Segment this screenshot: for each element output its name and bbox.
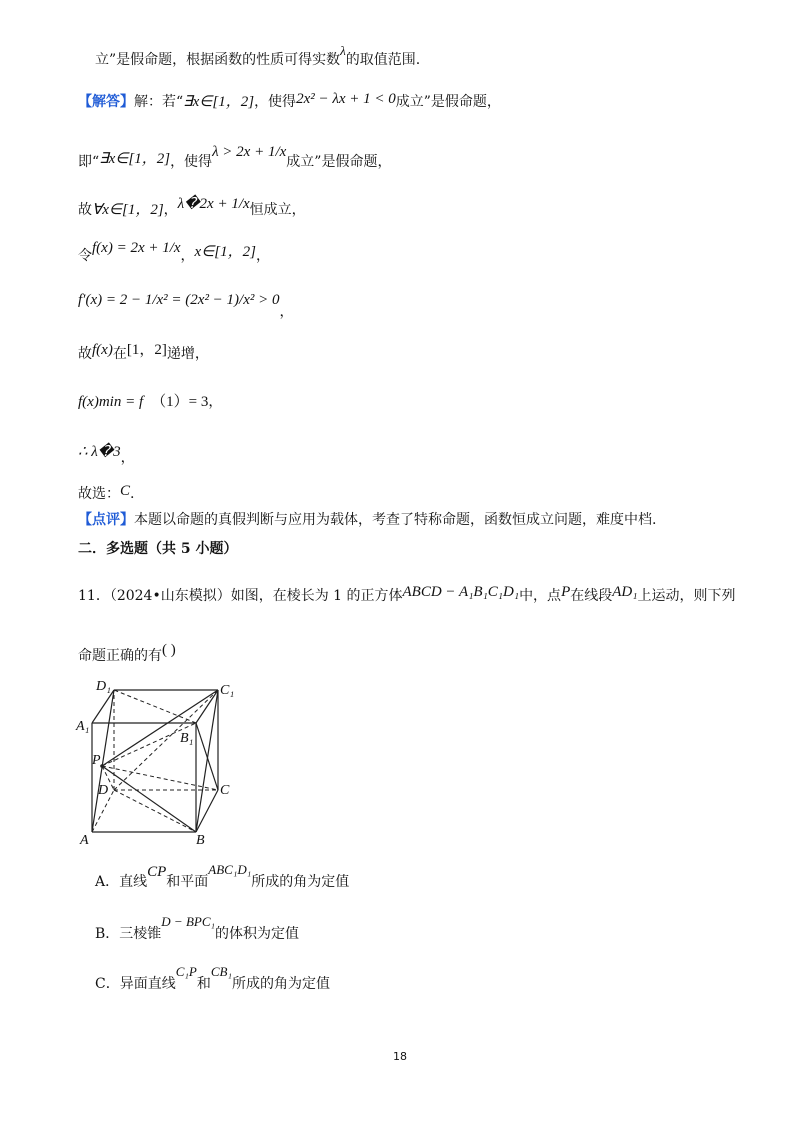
question-11-line-2 — [78, 642, 176, 666]
edge-c-b1 — [196, 723, 218, 790]
text: 恒成立， — [249, 202, 306, 218]
text: . — [130, 486, 135, 502]
text: ，使得 — [254, 94, 297, 110]
label-c: C — [220, 783, 230, 798]
answer-tag: 【解答】 — [78, 94, 134, 110]
label-c1: C₁ — [220, 683, 235, 698]
option-a — [95, 862, 350, 892]
line-5 — [78, 240, 270, 266]
comment-tag: 【点评】 — [78, 512, 134, 528]
text: 故选： — [78, 486, 120, 502]
math-lambda: λ — [340, 43, 346, 58]
text: 故 — [78, 202, 92, 218]
text: B．三棱锥 — [95, 926, 162, 942]
math-expr: ∃x∈[1，2] — [183, 94, 255, 110]
label-p: P — [92, 753, 101, 768]
math-expr: λ > 2x + 1/x — [212, 144, 287, 160]
edge-d-b — [114, 790, 196, 832]
text: 在线段 — [570, 588, 613, 604]
line-6 — [78, 290, 294, 320]
answer-paren: ( ) — [162, 642, 176, 658]
text: ， — [255, 248, 270, 264]
math-expr: D − BPC₁ — [161, 914, 216, 929]
text: 令 — [78, 248, 92, 264]
cube-figure — [72, 678, 242, 848]
math-expr: CB₁ — [210, 964, 232, 979]
option-c — [95, 964, 330, 994]
math-expr: C — [120, 483, 131, 499]
line-11 — [78, 510, 656, 530]
label-d1: D₁ — [96, 679, 111, 694]
text: 11．（2024•山东模拟）如图，在棱长为 1 的正方体 — [78, 588, 403, 604]
label-b1: B₁ — [180, 731, 194, 746]
math-expr: （1）= 3 — [151, 394, 209, 410]
line-7 — [78, 344, 209, 364]
math-expr: ABC₁D₁ — [208, 862, 252, 877]
text: 在 — [112, 346, 127, 362]
text: 成立”是假命题， — [286, 154, 392, 170]
math-expr: f(x)min = f — [78, 394, 144, 410]
text: A．直线 — [95, 874, 148, 890]
question-11-line-1 — [78, 586, 735, 606]
math-expr: 2x² − λx + 1 < 0 — [296, 91, 396, 107]
text: 立”是假命题，根据函数的性质可得实数 — [95, 52, 341, 68]
text: 递增， — [166, 346, 209, 362]
line-8 — [78, 392, 222, 412]
page-number: 18 — [393, 1050, 407, 1063]
label-d: D — [98, 783, 109, 798]
text: 命题正确的有 — [78, 648, 162, 664]
math-expr: f(x) = 2x + 1/x — [92, 240, 181, 256]
point-p — [100, 764, 104, 768]
text: 所成的角为定值 — [251, 874, 350, 890]
text: 所成的角为定值 — [232, 976, 330, 992]
edge-b1-c1 — [196, 690, 218, 723]
line-3 — [78, 144, 392, 172]
edge-p-c1 — [102, 690, 218, 766]
text: 上运动，则下列 — [637, 588, 736, 604]
math-expr: C₁P — [175, 964, 197, 979]
text: ， — [208, 394, 223, 410]
text: 解：若“ — [134, 94, 184, 110]
label-b: B — [196, 833, 205, 848]
text: 本题以命题的真假判断与应用为载体，考查了特称命题，函数恒成立问题，难度中档. — [134, 512, 657, 528]
math-expr: f′(x) = 2 − 1/x² = (2x² − 1)/x² > 0 — [78, 292, 280, 308]
text: 即“ — [78, 154, 100, 170]
line-1 — [95, 43, 421, 70]
line-2 — [78, 92, 501, 112]
math-expr: λ�2x + 1/x — [177, 196, 250, 212]
text: 的体积为定值 — [215, 926, 300, 942]
line-10 — [78, 484, 134, 504]
text: 故 — [78, 346, 92, 362]
edge-a1-d1 — [92, 690, 114, 723]
text: ， — [163, 202, 178, 218]
text: ， — [120, 450, 135, 466]
label-a1: A₁ — [76, 719, 90, 734]
math-expr: x∈[1，2] — [194, 244, 256, 260]
text: ， — [279, 304, 294, 320]
text: ， — [180, 248, 195, 264]
line-9 — [78, 442, 135, 466]
edge-p-b — [102, 766, 196, 832]
math-expr: AD₁ — [612, 584, 638, 600]
math-expr: ABCD − A₁B₁C₁D₁ — [402, 584, 520, 600]
text: C．异面直线 — [95, 976, 176, 992]
label-a: A — [80, 833, 89, 848]
edge-b1-d1 — [114, 690, 196, 723]
text: 和平面 — [166, 874, 209, 890]
text: 的取值范围. — [345, 52, 421, 68]
section-title: 二．多选题（共 5 小题） — [78, 541, 238, 557]
math-expr: CP — [147, 864, 167, 880]
text: ，使得 — [170, 154, 213, 170]
text: 和 — [196, 976, 211, 992]
math-expr: ∃x∈[1，2] — [99, 151, 171, 167]
line-4 — [78, 196, 306, 220]
math-expr: P — [561, 584, 571, 600]
math-expr: [1，2] — [126, 342, 167, 358]
math-expr: ∀x∈[1，2] — [92, 202, 164, 218]
math-expr: f(x) — [92, 342, 113, 358]
option-b — [95, 914, 300, 944]
edge-d-c1 — [114, 690, 218, 790]
text: 中，点 — [519, 588, 562, 604]
text: 成立”是假命题， — [395, 94, 501, 110]
math-expr: ∴ λ�3 — [78, 444, 121, 460]
